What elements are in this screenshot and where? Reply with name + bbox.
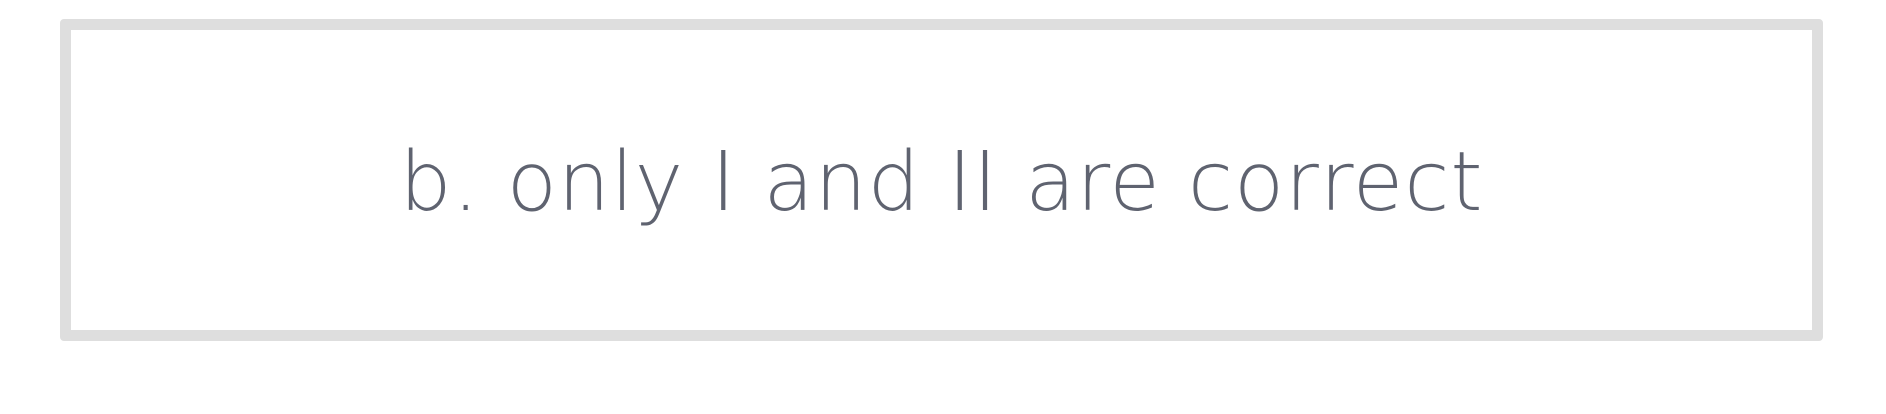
answer-option-b[interactable] [60,19,1823,341]
answer-option-label: b. only I and II are correct [399,135,1484,230]
